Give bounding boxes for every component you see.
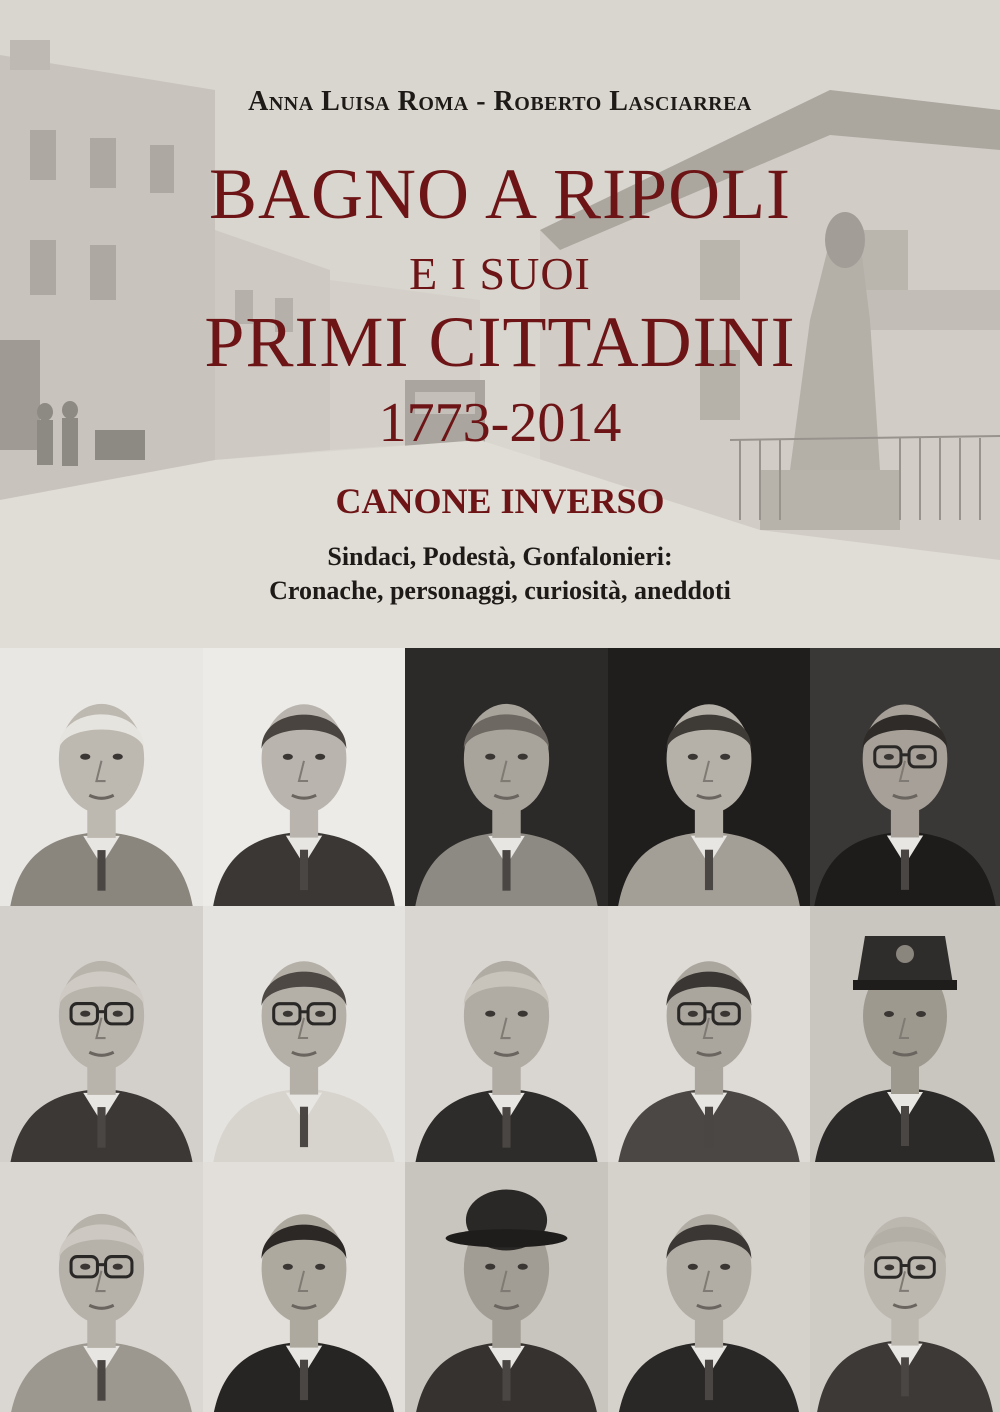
portrait-photo [203, 1162, 405, 1412]
portrait-photo [0, 648, 203, 906]
portrait-bust-illustration [608, 906, 810, 1162]
portrait-photo [405, 648, 608, 906]
title-years: 1773-2014 [378, 392, 622, 454]
portrait-bust-illustration [203, 1162, 405, 1412]
portrait-grid [0, 648, 1000, 1412]
portrait-photo [0, 906, 203, 1162]
portrait-photo [203, 906, 405, 1162]
portrait-bust-illustration [405, 1162, 608, 1412]
portrait-bust-illustration [405, 906, 608, 1162]
portrait-bust-illustration [203, 906, 405, 1162]
portrait-photo [608, 906, 810, 1162]
portrait-bust-illustration [810, 1162, 1000, 1412]
portrait-bust-illustration [203, 648, 405, 906]
portrait-photo [810, 1162, 1000, 1412]
subtitle-line-1: Sindaci, Podestà, Gonfalonieri: [327, 542, 673, 571]
portrait-bust-illustration [810, 906, 1000, 1162]
portrait-photo [810, 906, 1000, 1162]
authors: Anna Luisa Roma - Roberto Lasciarrea [248, 86, 752, 117]
portrait-photo [810, 648, 1000, 906]
portrait-photo [0, 1162, 203, 1412]
portrait-bust-illustration [810, 648, 1000, 906]
portrait-photo [203, 648, 405, 906]
portrait-bust-illustration [608, 648, 810, 906]
portrait-bust-illustration [0, 648, 203, 906]
portrait-photo [405, 906, 608, 1162]
portrait-photo [608, 1162, 810, 1412]
cover-background-photo [0, 0, 1000, 648]
portrait-bust-illustration [405, 648, 608, 906]
publisher-name: CANONE INVERSO [335, 481, 665, 521]
portrait-photo [608, 648, 810, 906]
subtitle-line-2: Cronache, personaggi, curiosità, aneddoti [269, 576, 731, 605]
portrait-bust-illustration [608, 1162, 810, 1412]
title-line-1: BAGNO A RIPOLI [208, 154, 792, 234]
subtitle [0, 540, 1000, 608]
portrait-bust-illustration [0, 906, 203, 1162]
title-line-2: E I SUOI [409, 248, 591, 299]
portrait-photo [405, 1162, 608, 1412]
title-line-3: PRIMI CITTADINI [204, 302, 796, 382]
portrait-bust-illustration [0, 1162, 203, 1412]
